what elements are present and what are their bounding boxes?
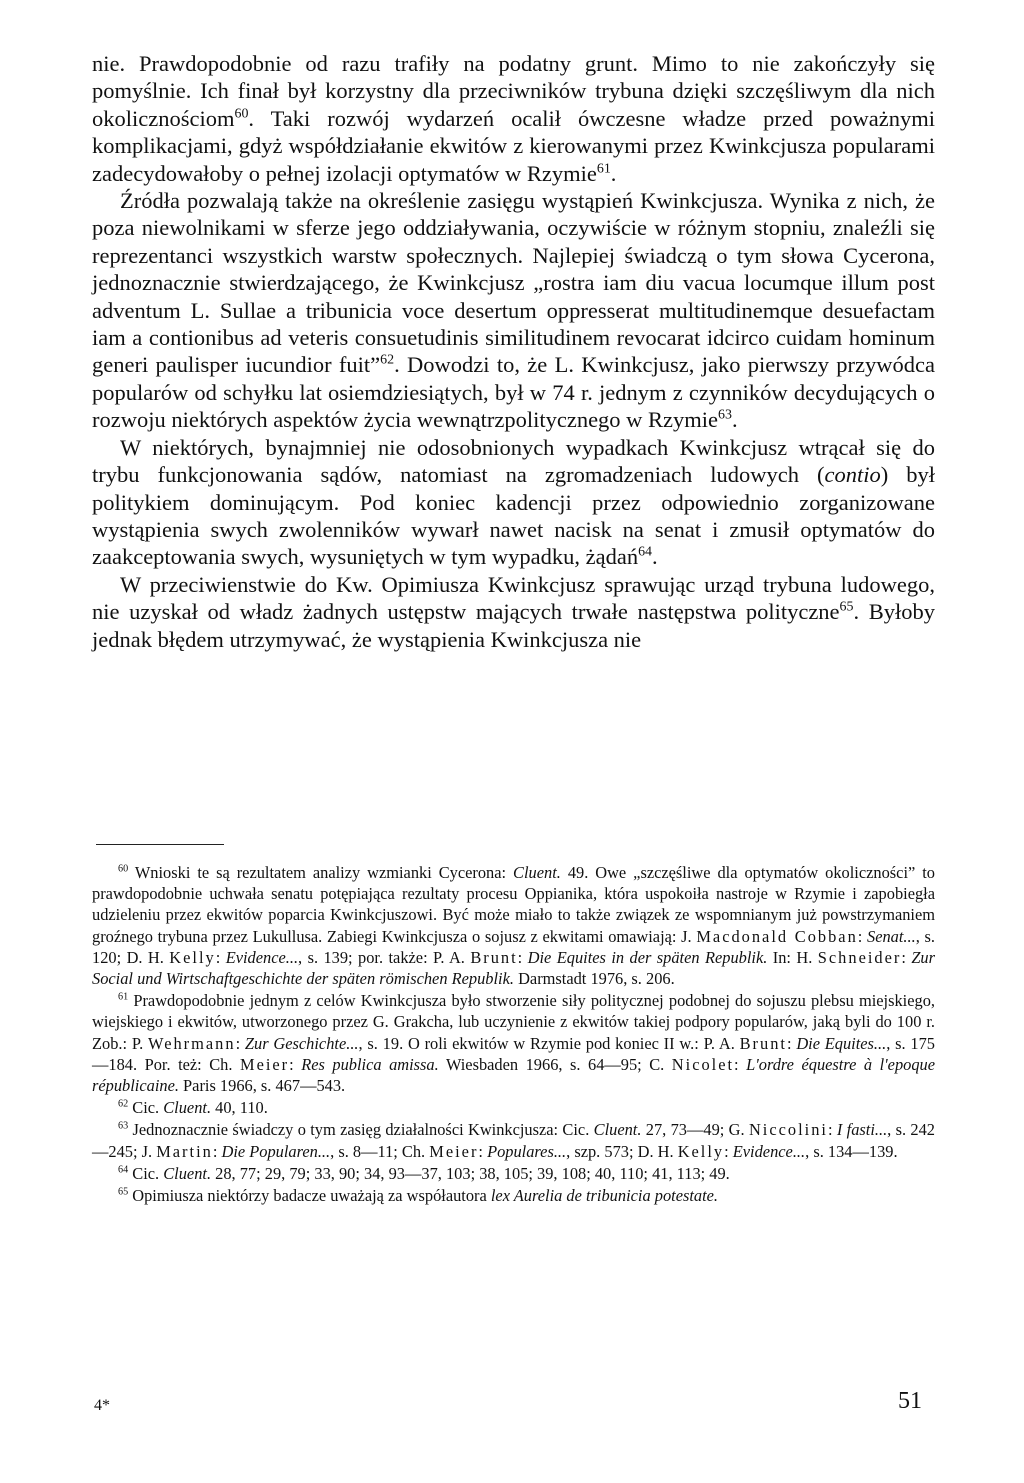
footnotes [92,862,935,1206]
footnote-ref-62: 62 [380,352,395,368]
footnote-separator [96,844,224,845]
page-number: 51 [898,1388,922,1414]
footnote-64: $^{64}$ Cic. Cluent. 28, 77; 29, 79; 33, 90; 34, 93—37, 103; 38, 105; 39, 108; 40, 110; 41, 113; 49. [118,1163,730,1183]
footnote-ref-64: 64 [638,544,653,560]
paragraph-1: nie. Prawdopodobnie od razu trafiły na podatny grunt. Mimo to nie zakończyły się pomyślnie. Ich finał był korzystny dla przeciwników trybuna dzięki szczęśliwym dla nich okolicznościom$^{60}$. Taki rozwój wydarzeń ocalił ówczesne władze przed poważnymi komplikacjami, gdyż współdziałanie ekwitów z kierowanymi przez Kwinkcjusza popularami zadecydowałoby o pełnej izolacji optymatów w Rzymie$^{61}$. [92,51,935,186]
footnote-ref-65: 65 [839,599,854,615]
footnote-62: $^{62}$ Cic. Cluent. 40, 110. [118,1098,268,1118]
footnote-ref-61: 61 [596,161,611,177]
footnote-60: $^{60}$ Wnioski te są rezultatem analizy wzmianki Cycerona: Cluent. 49. Owe „szczęśliwe dla optymatów okoliczności” to prawdopodobnie uchwała senatu potępiająca rezultaty procesu Oppianika, która uspokoiła nastroje w Rzymie i zapobiegła udzieleniu przez ekwitów poparcia Kwinkcjuszowi. Być może miało to także związek ze wspomnianym już powstrzymaniem groźnego trybuna przez Lukullusa. Zabiegi Kwinkcjusza o sojusz z ekwitami omawiają: J. Macdonald Cobban: Senat..., s. 120; D. H. Kelly: Evidence..., s. 139; por. także: P. A. Brunt: Die Equites in der späten Republik. In: H. Schneider: Zur Social und Wirtschaftgeschichte der späten römischen Republik. Darmstadt 1976, s. 206. [92,863,936,989]
signature-mark: 4* [94,1397,110,1414]
paragraph-3: W niektórych, bynajmniej nie odosobnionych wypadkach Kwinkcjusz wtrącał się do trybu funkcjonowania sądów, natomiast na zgromadzeniach ludowych (contio) był politykiem dominującym. Pod koniec kadencji przez odpowiednio zorganizowane wystąpienia swych zwolenników wywarł nawet nacisk na senat i zmusił optymatów do zaakceptowania swych, wysuniętych w tym wypadku, żądań$^{64}$. [92,434,935,570]
footnote-ref-60: 60 [234,106,249,122]
footnote-65: $^{65}$ Opimiusza niektórzy badacze uważają za współautora lex Aurelia de tribunicia potestate. [118,1186,719,1206]
footnote-ref-63: 63 [718,407,732,423]
footnote-61: $^{61}$ Prawdopodobnie jednym z celów Kwinkcjusza było stworzenie siły politycznej podobnej do sojuszu plebsu miejskiego, wiejskiego i ekwitów, utworzonego przez G. Grakcha, lub uczynienie z ekwitów takiej podpory popularów, jaką byli do 100 r. Zob.: P. Wehrmann: Zur Geschichte..., s. 19. O roli ekwitów w Rzymie pod koniec II w.: P. A. Brunt: Die Equites..., s. 175—184. Por. też: Ch. Meier: Res publica amissa. Wiesbaden 1966, s. 64—95; C. Nicolet: L'ordre équestre à l'epoque républicaine. Paris 1966, s. 467—543. [92,991,936,1096]
paragraph-2: Źródła pozwalają także na określenie zasięgu wystąpień Kwinkcjusza. Wynika z nich, że poza niewolnikami w sferze jego oddziaływania, oczywiście w różnym stopniu, znaleźli się reprezentanci wszystkich warstw społecznych. Najlepiej świadczą o tym słowa Cycerona, jednoznacznie stwierdzającego, że Kwinkcjusz „rostra iam diu vacua locumque illum post adventum L. Sullae a tribunicia voce desertum oppresserat multitudinemque desuefactam iam a contionibus ad veteris consuetudinis similitudinem revocarat idcirco cuidam hominum generi paulisper iucundior fuit”$^{62}$. Dowodzi to, że L. Kwinkcjusz, jako pierwszy przywódca popularów od schyłku lat osiemdziesiątych, był w 74 r. jednym z czynników decydujących o rozwoju niektórych aspektów życia wewnątrzpolitycznego w Rzymie$^{63}$. [92,188,936,433]
paragraph-4: W przeciwienstwie do Kw. Opimiusza Kwinkcjusz sprawując urząd trybuna ludowego, nie uzyskał od władz żadnych ustępstw mających trwałe następstwa polityczne$^{65}$. Byłoby jednak błędem utrzymywać, że wystąpienia Kwinkcjusza nie [92,571,935,652]
footnote-63: $^{63}$ Jednoznacznie świadczy o tym zasięg działalności Kwinkcjusza: Cic. Cluent. 27, 73—49; G. Niccolini: I fasti..., s. 242—245; J. Martin: Die Popularen..., s. 8—11; Ch. Meier: Populares..., szp. 573; D. H. Kelly: Evidence..., s. 134—139. [92,1120,936,1161]
main-text [92,50,935,653]
